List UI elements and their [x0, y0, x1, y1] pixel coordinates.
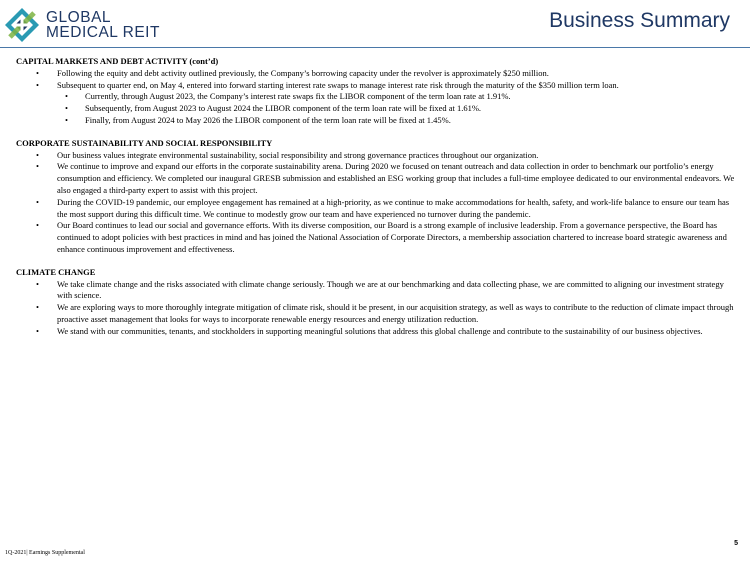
bullet-list [16, 68, 736, 127]
section [16, 56, 736, 127]
sub-bullet-item: • Finally, from August 2024 to May 2026 the LIBOR component of the term loan rate will be fixed at 1.45%. [16, 115, 736, 127]
bullet-item: • Subsequent to quarter end, on May 4, entered into forward starting interest rate swaps to manage interest rate risk through the maturity of the $350 million term loan. [16, 80, 736, 92]
bullet-list [16, 279, 736, 338]
section-heading: CORPORATE SUSTAINABILITY AND SOCIAL RESPONSIBILITY [16, 137, 273, 148]
sub-bullet-item: • Subsequently, from August 2023 to August 2024 the LIBOR component of the term loan rate will be fixed at 1.61%. [16, 103, 736, 115]
page-title: Business Summary [549, 9, 730, 32]
bullet-item: • Our business values integrate environmental sustainability, social responsibility and strong governance practices throughout our organization. [16, 150, 736, 162]
page-number: 5 [734, 540, 738, 547]
document-body [16, 56, 736, 349]
section-heading: CAPITAL MARKETS AND DEBT ACTIVITY (cont’d) [16, 56, 219, 66]
logo-line-2: MEDICAL REIT [46, 24, 160, 41]
section [16, 138, 736, 256]
bullet-item: • Following the equity and debt activity outlined previously, the Company’s borrowing capacity under the revolver is approximately $250 million. [16, 68, 736, 80]
company-logo [4, 5, 184, 45]
sub-bullet-item: • Currently, through August 2023, the Company’s interest rate swaps fix the LIBOR component of the term loan rate at 1.91%. [16, 91, 736, 103]
bullet-item: • We stand with our communities, tenants, and stockholders in supporting meaningful solutions that address this global challenge and contribute to the sustainability of our business objectives. [16, 326, 736, 338]
bullet-item: • We are exploring ways to more thoroughly integrate mitigation of climate risk, should it be present, in our acquisition strategy, as well as ways to contribute to the reduction of climate impact through proactive asset management that looks for ways to incorporate renewable energy resources and energy utilization reduction. [16, 302, 736, 326]
logo-mark-icon [4, 7, 40, 43]
bullet-item: • We take climate change and the risks associated with climate change seriously. Though we are at our benchmarking and data collecting phase, we are committed to aligning our investment strategy with science. [16, 279, 736, 303]
bullet-item: • We continue to improve and expand our efforts in the corporate sustainability arena. During 2020 we focused on tenant outreach and data collection in order to benchmark our portfolio’s energy consumption and efficiency. We completed our inaugural GRESB submission and established an ESG working group that includes a full-time employee dedicated to our environmental endeavors. We also engaged a third-party expert to assist with this project. [16, 161, 736, 196]
logo-line-1: GLOBAL [46, 9, 112, 26]
section-heading: CLIMATE CHANGE [16, 266, 96, 277]
bullet-list [16, 150, 736, 256]
logo-wordmark [46, 10, 160, 40]
bullet-item: • Our Board continues to lead our social and governance efforts. With its diverse composition, our Board is a strong example of inclusive leadership. From a governance perspective, the Board has continued to adopt policies with best practices in mind and has joined the National Association of Corporate Directors, a membership association chartered to increase board strategic awareness and enhance continuous improvement and effectiveness. [16, 220, 736, 255]
header-divider [0, 47, 750, 48]
section [16, 267, 736, 338]
bullet-item: • During the COVID-19 pandemic, our employee engagement has remained at a high-priority, as we continue to make accommodations for health, safety, and work-life balance to ensure our team has the most support during this difficult time. We continue to modestly grow our team and have experienced no turnover during the pandemic. [16, 197, 736, 221]
footer-label: 1Q-2021| Earnings Supplemental [5, 550, 85, 556]
